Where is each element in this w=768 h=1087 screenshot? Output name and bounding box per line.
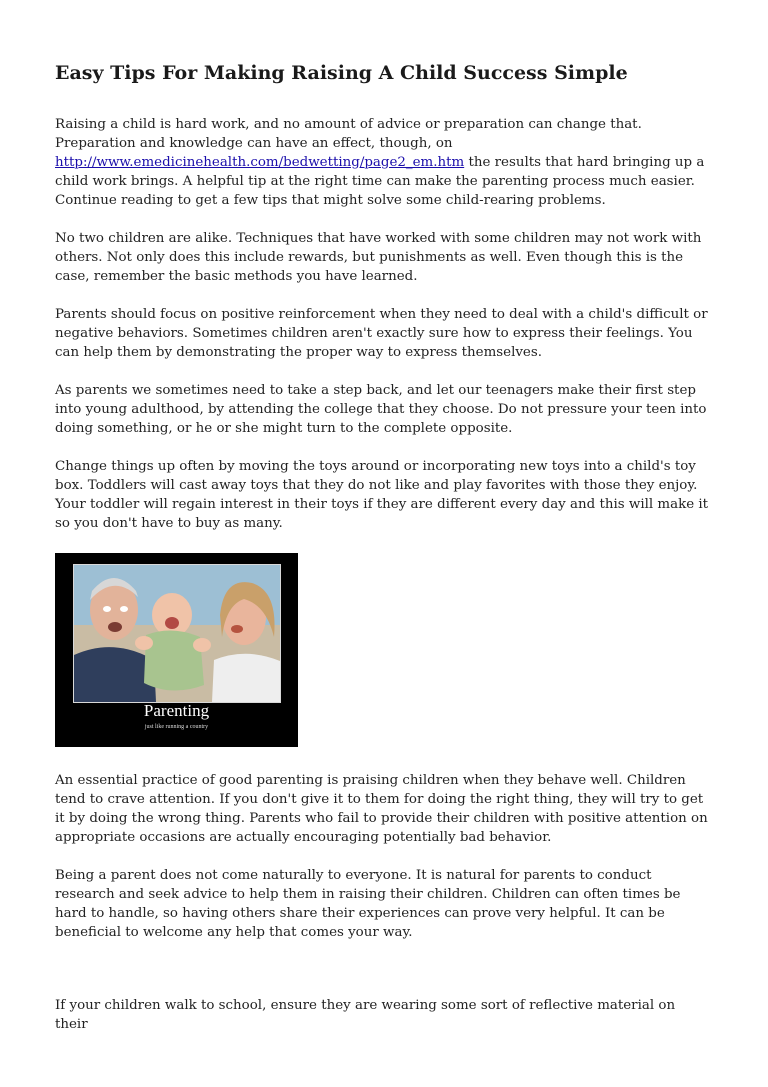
paragraph-advice: Being a parent does not come naturally to everyone. It is natural for parents to conduct research and seek advice to help them in raising their children. Children can often times be hard to handle, so having others share their experiences can prove very helpful. It can be beneficial to welcome any help that comes your way.	[55, 868, 681, 940]
paragraph-children-differ: No two children are alike. Techniques that have worked with some children may not work with others. Not only does this include rewards, but punishments as well. Even though this is the case, remember the basic methods you have learned.	[55, 231, 702, 284]
paragraph-teen-college: As parents we sometimes need to take a step back, and let our teenagers make their first step into young adulthood, by attending the college that they choose. Do not pressure your teen into doing something, or he or she might turn to the complete opposite.	[55, 383, 707, 436]
paragraph-intro-text-end: the results that hard bringing up a child work brings. A helpful tip at the right time can make the parenting process much easier. Continue reading to get a few tips that might solve some child-rearing problems.	[55, 155, 705, 208]
bedwetting-link[interactable]: http://www.emedicinehealth.com/bedwetting/page2_em.htm	[55, 155, 465, 170]
paragraph-intro-text-start: Raising a child is hard work, and no amount of advice or preparation can change that. Preparation and knowledge can have an effect, though, on	[55, 117, 642, 151]
paragraph-intro	[55, 115, 710, 210]
poster-caption: Parenting	[143, 701, 210, 720]
paragraph-toys: Change things up often by moving the toys around or incorporating new toys into a child's toy box. Toddlers will cast away toys that they do not like and play favorites with those they enjoy. Your toddler will regain interest in their toys if they are different every day and this will make it so you don't have to buy as many.	[55, 459, 709, 531]
poster-photo-illustration	[74, 565, 280, 702]
poster-photo	[73, 564, 281, 703]
paragraph-walk-to-school: If your children walk to school, ensure they are wearing some sort of reflective material on their	[55, 998, 676, 1032]
paragraph-praise: An essential practice of good parenting is praising children when they behave well. Children tend to crave attention. If you don't give it to them for doing the right thing, they will try to get it by doing the wrong thing. Parents who fail to provide their children with positive attention on appropriate occasions are actually encouraging potentially bad behavior.	[55, 773, 708, 845]
document-title: Easy Tips For Making Raising A Child Success Simple	[55, 62, 628, 84]
poster-tagline: just like running a country	[144, 724, 209, 730]
paragraph-positive-reinforcement: Parents should focus on positive reinforcement when they need to deal with a child's difficult or negative behaviors. Sometimes children aren't exactly sure how to express their feelings. You can help them by demonstrating the proper way to express themselves.	[55, 307, 708, 360]
parenting-poster-image	[55, 553, 298, 747]
